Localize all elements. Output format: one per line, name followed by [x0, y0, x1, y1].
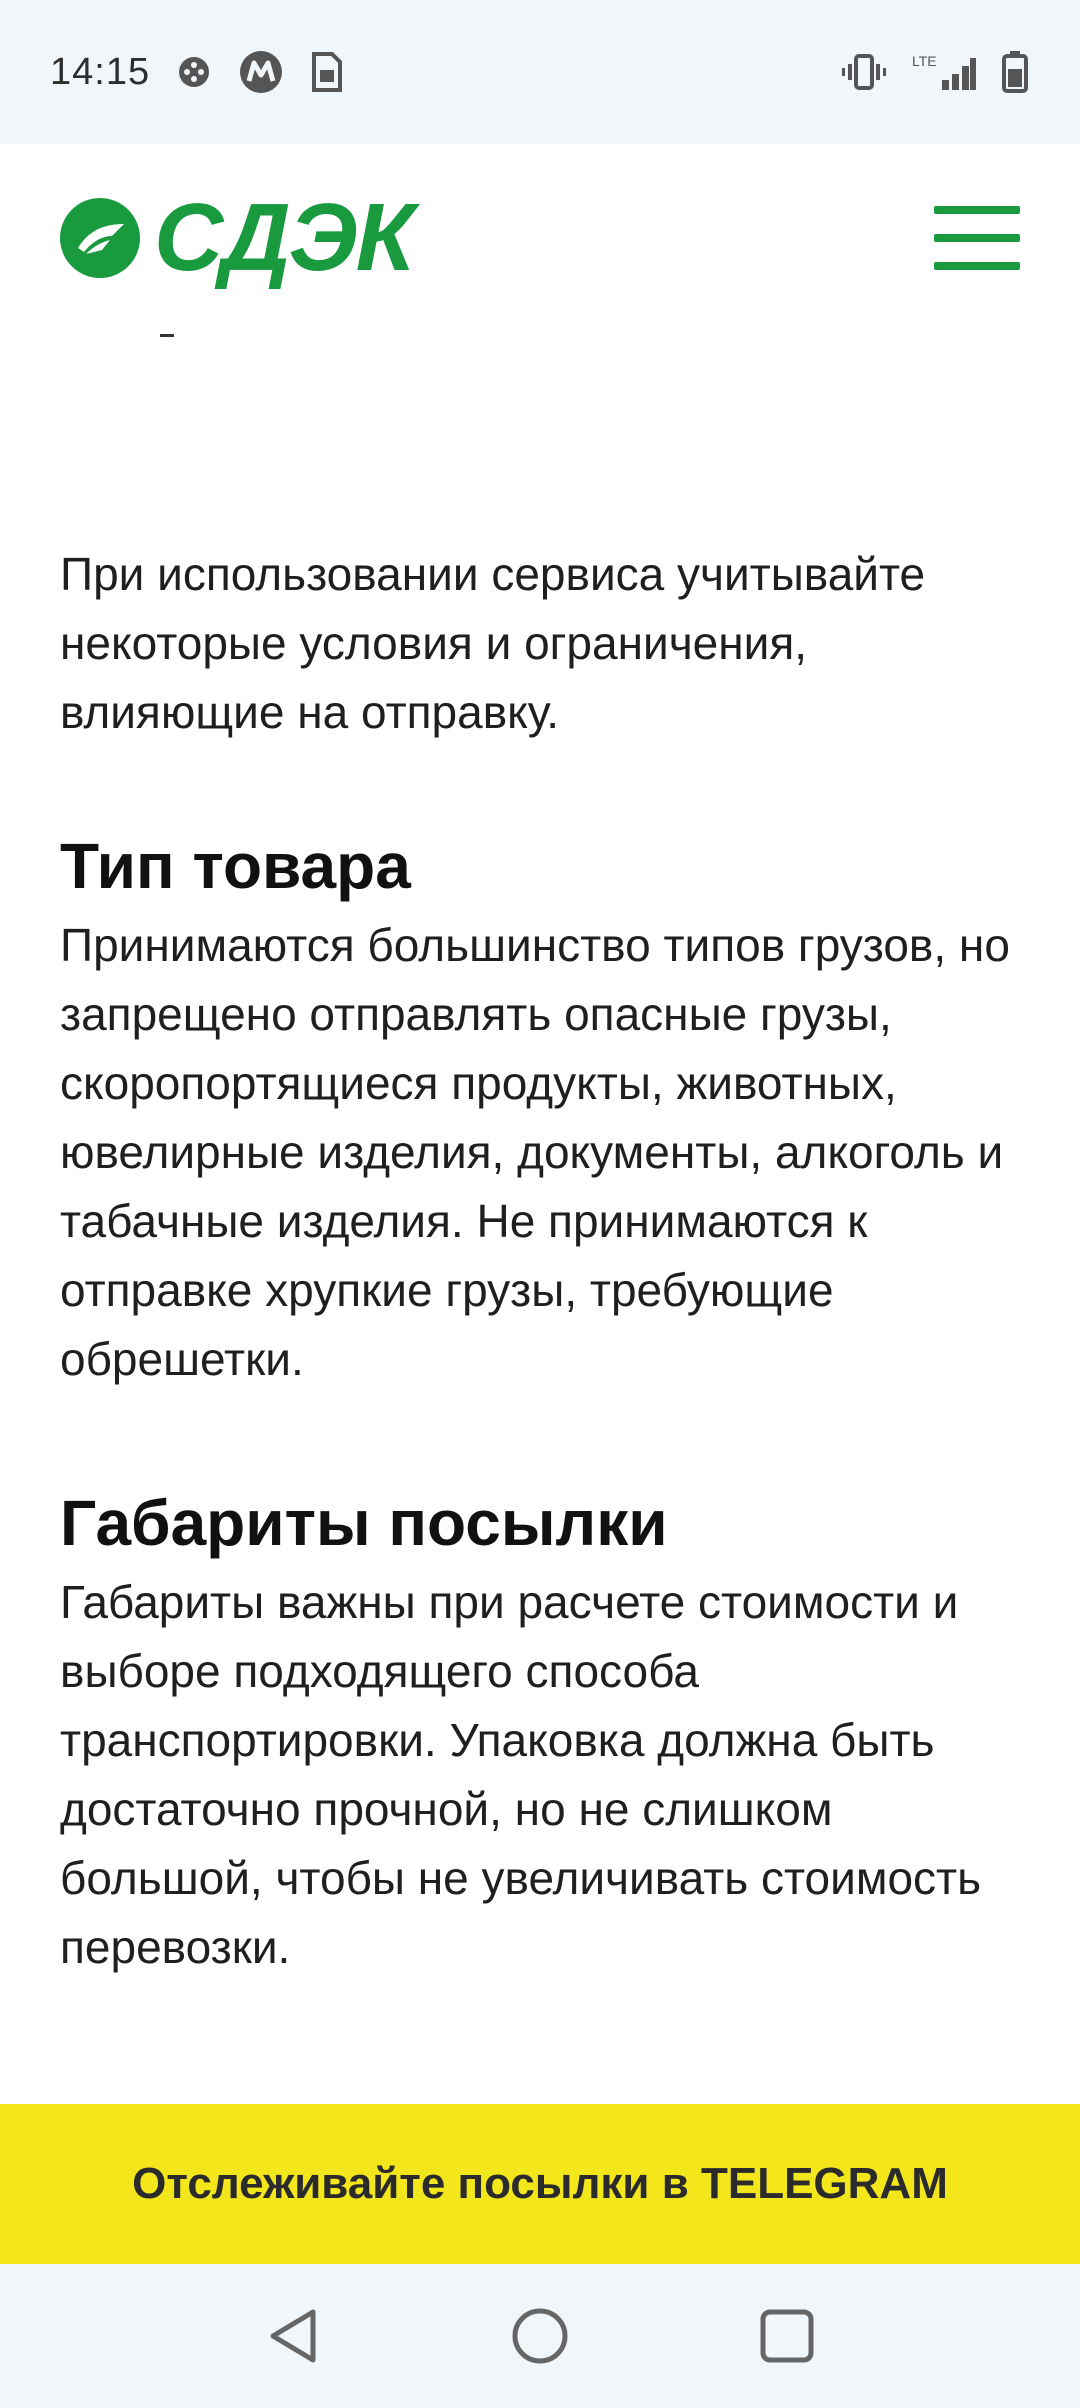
telegram-banner[interactable]: [0, 2104, 1080, 2264]
intro-text: При использовании сервиса учитывайте некоторые условия и ограничения, влияющие на отправку.: [60, 548, 926, 738]
sim-icon: [310, 52, 344, 92]
battery-icon: [1002, 51, 1028, 93]
section-text: Принимаются большинство типов грузов, но запрещено отправлять опасные грузы, скоропортящиеся продукты, животных, ювелирные изделия, документы, алкоголь и табачные изделия. Не принимаются к отправке хрупкие грузы, требующие обрешетки.: [60, 919, 1010, 1385]
status-bar: [0, 0, 1080, 144]
back-triangle-icon[interactable]: [248, 2291, 338, 2381]
section-dimensions: [60, 1484, 1020, 1982]
recents-square-icon[interactable]: [742, 2291, 832, 2381]
section-title: Тип товара: [60, 830, 411, 902]
hamburger-menu-icon[interactable]: [934, 206, 1020, 270]
section-title: Габариты посылки: [60, 1487, 668, 1559]
home-circle-icon[interactable]: [495, 2291, 585, 2381]
logo-text: СДЭК: [154, 184, 413, 291]
settings-gear-icon: [176, 54, 212, 90]
stray-dash: [160, 334, 174, 337]
vibrate-icon: [842, 52, 886, 92]
app-m-icon: [238, 49, 284, 95]
cdek-logo[interactable]: [60, 184, 413, 291]
system-nav-bar: [0, 2264, 1080, 2408]
logo-wing-icon: [60, 198, 140, 278]
telegram-banner-text: Отслеживайте посылки в TELEGRAM: [132, 2159, 948, 2208]
section-product-type: [60, 827, 1020, 1394]
svg-text:LTE: LTE: [912, 53, 937, 69]
site-header: [0, 144, 1080, 332]
section-text: Габариты важны при расчете стоимости и выборе подходящего способа транспортировки. Упаковка должна быть достаточно прочной, но не слишком большой, чтобы не увеличивать стоимость перевозки.: [60, 1576, 982, 1973]
lte-signal-icon: [912, 52, 976, 92]
main-content: [60, 540, 1020, 1982]
status-time: 14:15: [50, 50, 151, 93]
